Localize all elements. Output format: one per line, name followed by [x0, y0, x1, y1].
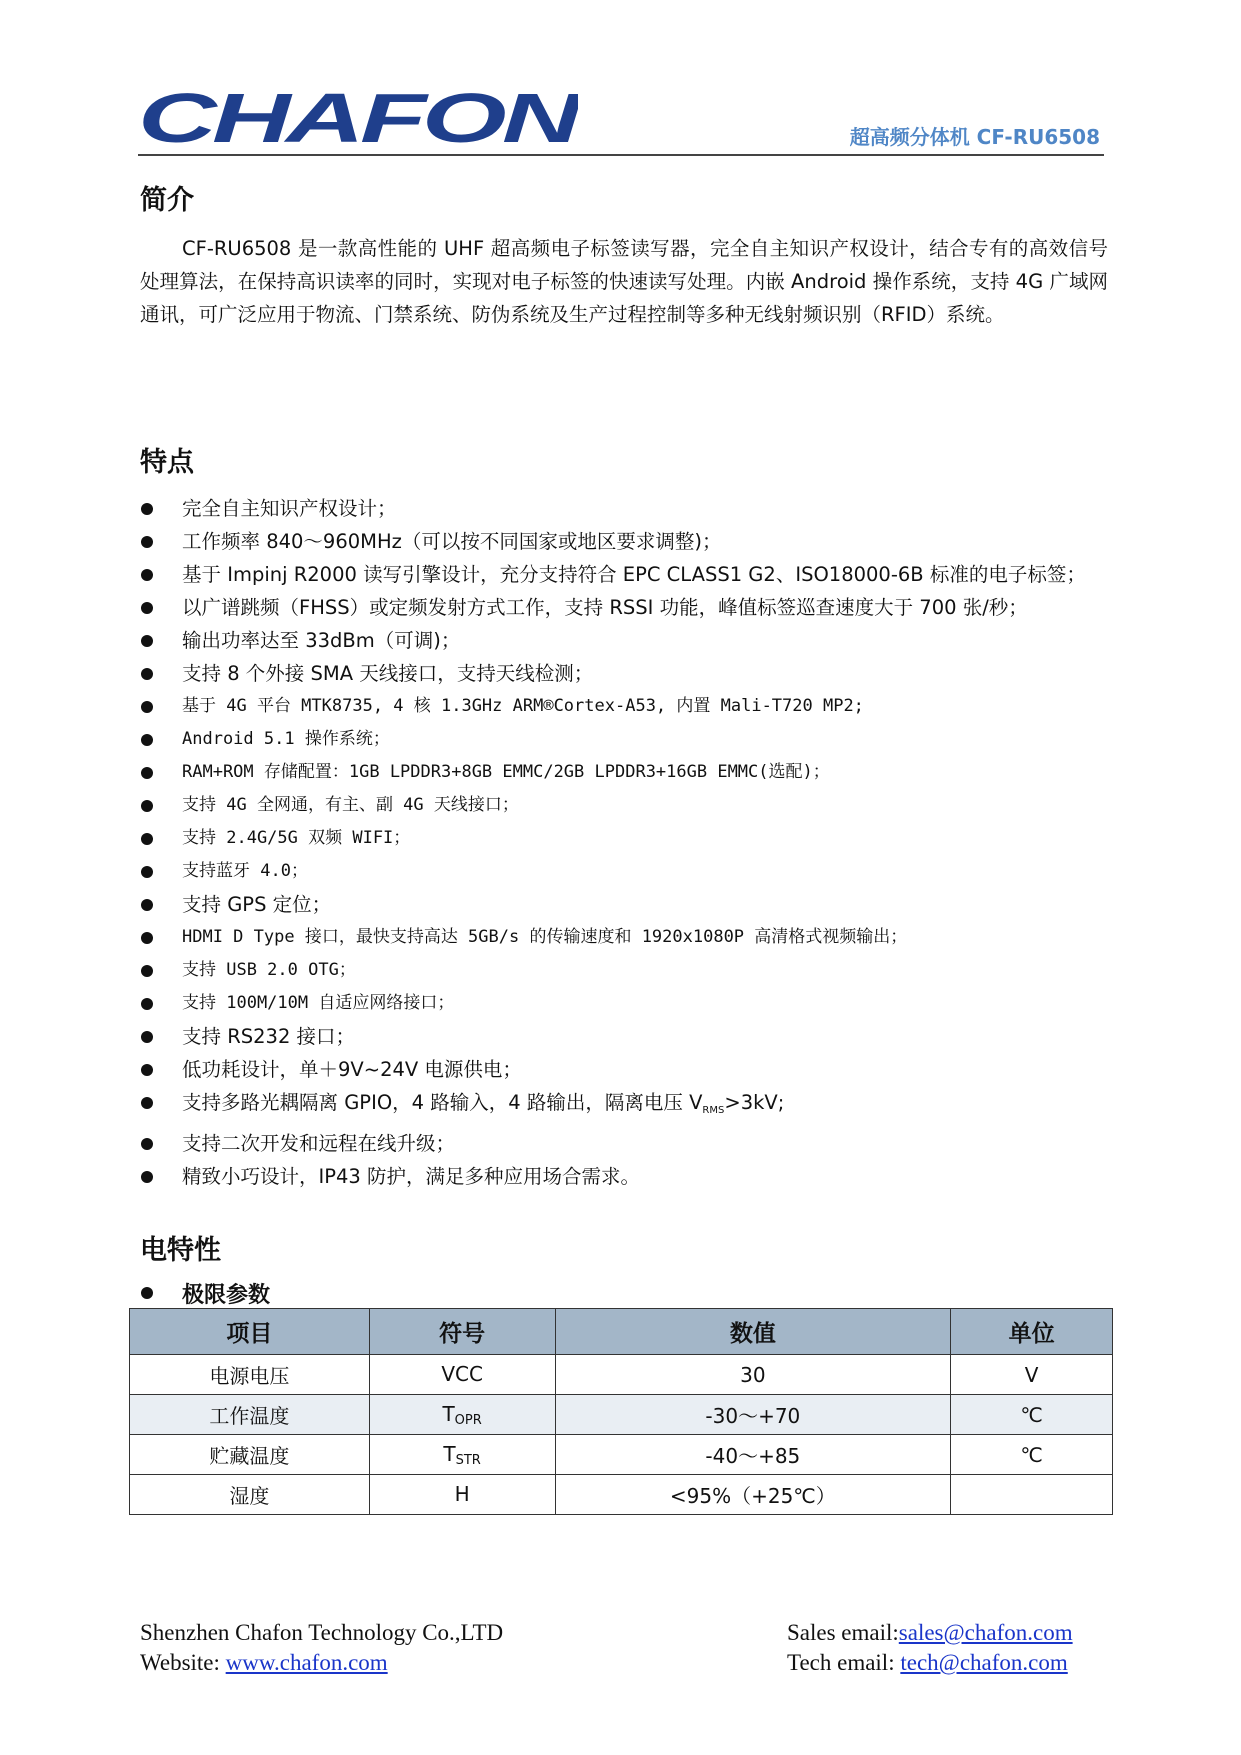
- bullet-icon: [141, 1064, 153, 1076]
- table-row: [130, 1395, 1113, 1435]
- bullet-icon: [141, 833, 153, 845]
- list-item: 基于 Impinj R2000 读写引擎设计，充分支持符合 EPC CLASS1 G2、ISO18000-6B 标准的电子标签；: [140, 558, 1120, 591]
- bullet-icon: [141, 800, 153, 812]
- list-item: Android 5.1 操作系统；: [140, 723, 1120, 756]
- website-link[interactable]: www.chafon.com: [225, 1650, 388, 1675]
- sales-email-line: Sales email:sales@chafon.com: [787, 1620, 1073, 1645]
- table-row: [130, 1435, 1113, 1475]
- page-header: [138, 86, 1104, 156]
- bullet-icon: [141, 734, 153, 746]
- table-cell: <95%（+25℃）: [555, 1475, 951, 1515]
- table-cell: 贮藏温度: [130, 1435, 370, 1475]
- table-cell: 湿度: [130, 1475, 370, 1515]
- table-cell: [951, 1475, 1113, 1515]
- limits-table: [129, 1308, 1113, 1515]
- bullet-icon: [141, 1031, 153, 1043]
- bullet-icon: [141, 602, 153, 614]
- list-item: 支持蓝牙 4.0；: [140, 855, 1120, 888]
- list-item: 支持 RS232 接口；: [140, 1020, 1120, 1053]
- bullet-icon: [141, 569, 153, 581]
- column-header: 单位: [951, 1309, 1113, 1355]
- list-item: RAM+ROM 存储配置：1GB LPDDR3+8GB EMMC/2GB LPDDR3+16GB EMMC(选配)；: [140, 756, 1120, 789]
- column-header: 符号: [369, 1309, 555, 1355]
- bullet-icon: [141, 965, 153, 977]
- tech-email-link[interactable]: tech@chafon.com: [900, 1650, 1068, 1675]
- bullet-icon: [141, 701, 153, 713]
- chafon-logo: [138, 88, 578, 152]
- table-cell: ℃: [951, 1395, 1113, 1435]
- footer-left: [140, 1618, 640, 1678]
- footer-right: [787, 1618, 1127, 1678]
- table-cell: 工作温度: [130, 1395, 370, 1435]
- bullet-icon: [141, 866, 153, 878]
- company-name: Shenzhen Chafon Technology Co.,LTD: [140, 1620, 504, 1645]
- limits-subheading: 极限参数: [140, 1278, 270, 1309]
- list-item: 工作频率 840～960MHz（可以按不同国家或地区要求调整)；: [140, 525, 1120, 558]
- list-item: 完全自主知识产权设计；: [140, 492, 1120, 525]
- table-cell: H: [369, 1475, 555, 1515]
- table-cell: ℃: [951, 1435, 1113, 1475]
- table-header-row: [130, 1309, 1113, 1355]
- table-cell: 电源电压: [130, 1355, 370, 1395]
- bullet-icon: [141, 1171, 153, 1183]
- bullet-icon: [141, 503, 153, 515]
- features-list: [140, 492, 1120, 1193]
- table-cell: TOPR: [369, 1395, 555, 1435]
- electrical-heading: 电特性: [140, 1235, 221, 1266]
- bullet-icon: [141, 767, 153, 779]
- bullet-icon: [141, 1287, 153, 1299]
- features-heading: 特点: [140, 447, 194, 478]
- list-item: 支持 100M/10M 自适应网络接口；: [140, 987, 1120, 1020]
- list-item: 精致小巧设计，IP43 防护，满足多种应用场合需求。: [140, 1160, 1120, 1193]
- bullet-icon: [141, 668, 153, 680]
- table-row: [130, 1475, 1113, 1515]
- list-item: 支持 4G 全网通，有主、副 4G 天线接口；: [140, 789, 1120, 822]
- list-item: 低功耗设计，单＋9V~24V 电源供电；: [140, 1053, 1120, 1086]
- intro-heading: 简介: [140, 185, 194, 216]
- column-header: 数值: [555, 1309, 951, 1355]
- svg-text:CHAFON: CHAFON: [138, 88, 578, 148]
- bullet-icon: [141, 635, 153, 647]
- table-cell: TSTR: [369, 1435, 555, 1475]
- list-item: 以广谱跳频（FHSS）或定频发射方式工作，支持 RSSI 功能，峰值标签巡查速度大于 700 张/秒；: [140, 591, 1120, 624]
- list-item: 支持 GPS 定位；: [140, 888, 1120, 921]
- sales-email-link[interactable]: sales@chafon.com: [898, 1620, 1073, 1645]
- document-title: 超高频分体机 CF-RU6508: [849, 125, 1100, 149]
- list-item: 输出功率达至 33dBm（可调)；: [140, 624, 1120, 657]
- bullet-icon: [141, 932, 153, 944]
- intro-paragraph: CF-RU6508 是一款高性能的 UHF 超高频电子标签读写器，完全自主知识产权设计，结合专有的高效信号处理算法，在保持高识读率的同时，实现对电子标签的快速读写处理。内嵌 Android 操作系统，支持 4G 广域网通讯，可广泛应用于物流、门禁系统、防伪系统及生产过程控制等多种无线射频识别（RFID）系统。: [140, 237, 1108, 326]
- bullet-icon: [141, 1138, 153, 1150]
- list-item: 支持 USB 2.0 OTG；: [140, 954, 1120, 987]
- list-item: 支持 8 个外接 SMA 天线接口，支持天线检测；: [140, 657, 1120, 690]
- table-cell: V: [951, 1355, 1113, 1395]
- table-row: [130, 1355, 1113, 1395]
- table-cell: 30: [555, 1355, 951, 1395]
- table-cell: VCC: [369, 1355, 555, 1395]
- table-cell: -30～+70: [555, 1395, 951, 1435]
- tech-email-line: Tech email: tech@chafon.com: [787, 1650, 1068, 1675]
- website-line: Website: www.chafon.com: [140, 1650, 388, 1675]
- list-item: 支持多路光耦隔离 GPIO，4 路输入，4 路输出，隔离电压 $V_{RMS}>3kV$;: [140, 1086, 1120, 1127]
- list-item: 支持 2.4G/5G 双频 WIFI；: [140, 822, 1120, 855]
- table-cell: -40～+85: [555, 1435, 951, 1475]
- column-header: 项目: [130, 1309, 370, 1355]
- list-item: HDMI D Type 接口，最快支持高达 5GB/s 的传输速度和 1920x1080P 高清格式视频输出；: [140, 921, 1120, 954]
- bullet-icon: [141, 1097, 153, 1109]
- list-item: 基于 4G 平台 MTK8735, 4 核 1.3GHz ARM®Cortex-A53, 内置 Mali-T720 MP2;: [140, 690, 1120, 723]
- bullet-icon: [141, 998, 153, 1010]
- bullet-icon: [141, 536, 153, 548]
- list-item: 支持二次开发和远程在线升级；: [140, 1127, 1120, 1160]
- bullet-icon: [141, 899, 153, 911]
